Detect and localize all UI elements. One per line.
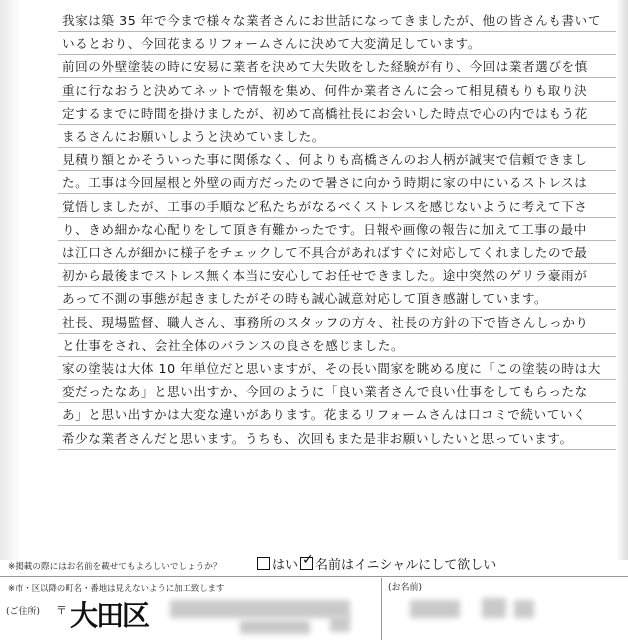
redacted-name-1 bbox=[410, 600, 460, 618]
ruled-line bbox=[58, 356, 616, 357]
redacted-address-2 bbox=[240, 620, 310, 634]
yes-checkbox[interactable] bbox=[257, 557, 270, 570]
ruled-line bbox=[58, 309, 616, 310]
ruled-line bbox=[58, 449, 616, 450]
testimonial-line: 希少な業者さんだと思います。うちも、次回もまた是非お願いしたいと思っています。 bbox=[62, 430, 573, 446]
address-privacy-note: ※市・区以降の町名・番地は見えないように加工致します bbox=[8, 583, 225, 593]
testimonial-line: 定するまでに時間を掛けましたが、初めて高橋社長にお会いした時点で心の内ではもう花 bbox=[62, 105, 588, 121]
testimonial-line: 重に行なおうと決めてネットで情報を集め、何件か業者さんに会って相見積もりも取り決 bbox=[62, 82, 588, 98]
handwritten-city: 大田区 bbox=[70, 599, 149, 632]
testimonial-line: 変だったなあ」と思い出すか、今回のように「良い業者さんで良い仕事をしてもらったな bbox=[62, 384, 588, 400]
testimonial-line: 我家は築 35 年で今まで様々な業者さんにお世話になってきましたが、他の皆さんも書いて bbox=[62, 13, 601, 28]
testimonial-line: 見積り額とかそういった事に関係なく、何よりも高橋さんのお人柄が誠実で信頼できまし bbox=[62, 152, 588, 168]
testimonial-line: と仕事をされ、会社全体のバランスの良さを感じました。 bbox=[62, 337, 405, 353]
name-label: (お名前) bbox=[388, 583, 423, 593]
ruled-line bbox=[58, 147, 616, 148]
address-label: (ご住所) bbox=[6, 607, 41, 617]
ruled-line bbox=[58, 240, 616, 241]
ruled-line bbox=[58, 379, 616, 380]
testimonial-line: いるとおり、今回花まるリフォームさんに決めて大変満足しています。 bbox=[62, 36, 481, 52]
redacted-name-2 bbox=[482, 598, 506, 618]
form-divider-middle bbox=[381, 578, 382, 640]
ruled-line bbox=[58, 425, 616, 426]
option-initials[interactable] bbox=[300, 554, 496, 573]
testimonial-line: あ」と思い出すかは大変な違いがあります。花まるリフォームさんは口コミで続いていく bbox=[62, 407, 587, 423]
ruled-line bbox=[58, 217, 616, 218]
testimonial-line: り、きめ細かな心配りをして頂き有難かったです。日報や画像の報告に加えて工事の最中 bbox=[62, 221, 587, 237]
checkmark-icon: ✓ bbox=[302, 552, 314, 568]
testimonial-line: 家の塗装は大体 10 年単位だと思いますが、その長い間家を眺める度に「この塗装の時は大 bbox=[62, 361, 601, 376]
testimonial-line: 社長、現場監督、職人さん、事務所のスタッフの方々、社長の方針の下で皆さんしっかり bbox=[62, 314, 589, 330]
option-yes-label: はい bbox=[272, 558, 299, 573]
ruled-line bbox=[58, 193, 616, 194]
option-yes[interactable] bbox=[257, 554, 298, 573]
ruled-line bbox=[58, 101, 616, 102]
testimonial-line: た。工事は今回屋根と外壁の両方だったので暑さに向かう時期に家の中にいるストレスは bbox=[62, 175, 588, 191]
redacted-address bbox=[170, 600, 350, 618]
testimonial-line: 初から最後までストレス無く本当に安心してお任せできました。途中突然のゲリラ豪雨が bbox=[62, 268, 588, 284]
ruled-line bbox=[58, 402, 616, 403]
ruled-line bbox=[58, 333, 616, 334]
ruled-line bbox=[58, 77, 616, 78]
form-divider-top bbox=[0, 576, 628, 577]
ruled-line bbox=[58, 263, 616, 264]
testimonial-line: は江口さんが細かに様子をチェックして不具合があればすぐに対応してくれましたので最 bbox=[62, 245, 588, 260]
initials-checkbox[interactable] bbox=[300, 552, 314, 570]
ruled-line bbox=[58, 170, 616, 171]
testimonial-line: あって不測の事態が起きましたがその時も誠心誠意対応して頂き感謝しています。 bbox=[62, 291, 548, 307]
option-initials-label: 名前はイニシャルにして欲しい bbox=[315, 558, 497, 573]
ruled-line bbox=[58, 286, 616, 287]
ruled-line bbox=[58, 31, 616, 32]
redacted-name-3 bbox=[514, 600, 534, 618]
postal-mark: 〒 bbox=[56, 604, 67, 617]
ruled-line bbox=[58, 124, 616, 125]
testimonial-line: 覚悟しましたが、工事の手順など私たちがなるべくストレスを感じないように考えて下さ bbox=[62, 198, 588, 214]
consent-question: ※掲載の際にはお名前を載せてもよろしいでしょうか？ bbox=[8, 562, 222, 572]
redacted-address-3 bbox=[330, 616, 350, 632]
testimonial-line: 前回の外壁塗装の時に安易に業者を決めて大失敗をした経験が有り、今回は業者選びを慎 bbox=[62, 59, 588, 75]
testimonial-line: まるさんにお願いしようと決めていました。 bbox=[62, 129, 325, 144]
ruled-line bbox=[58, 54, 616, 55]
